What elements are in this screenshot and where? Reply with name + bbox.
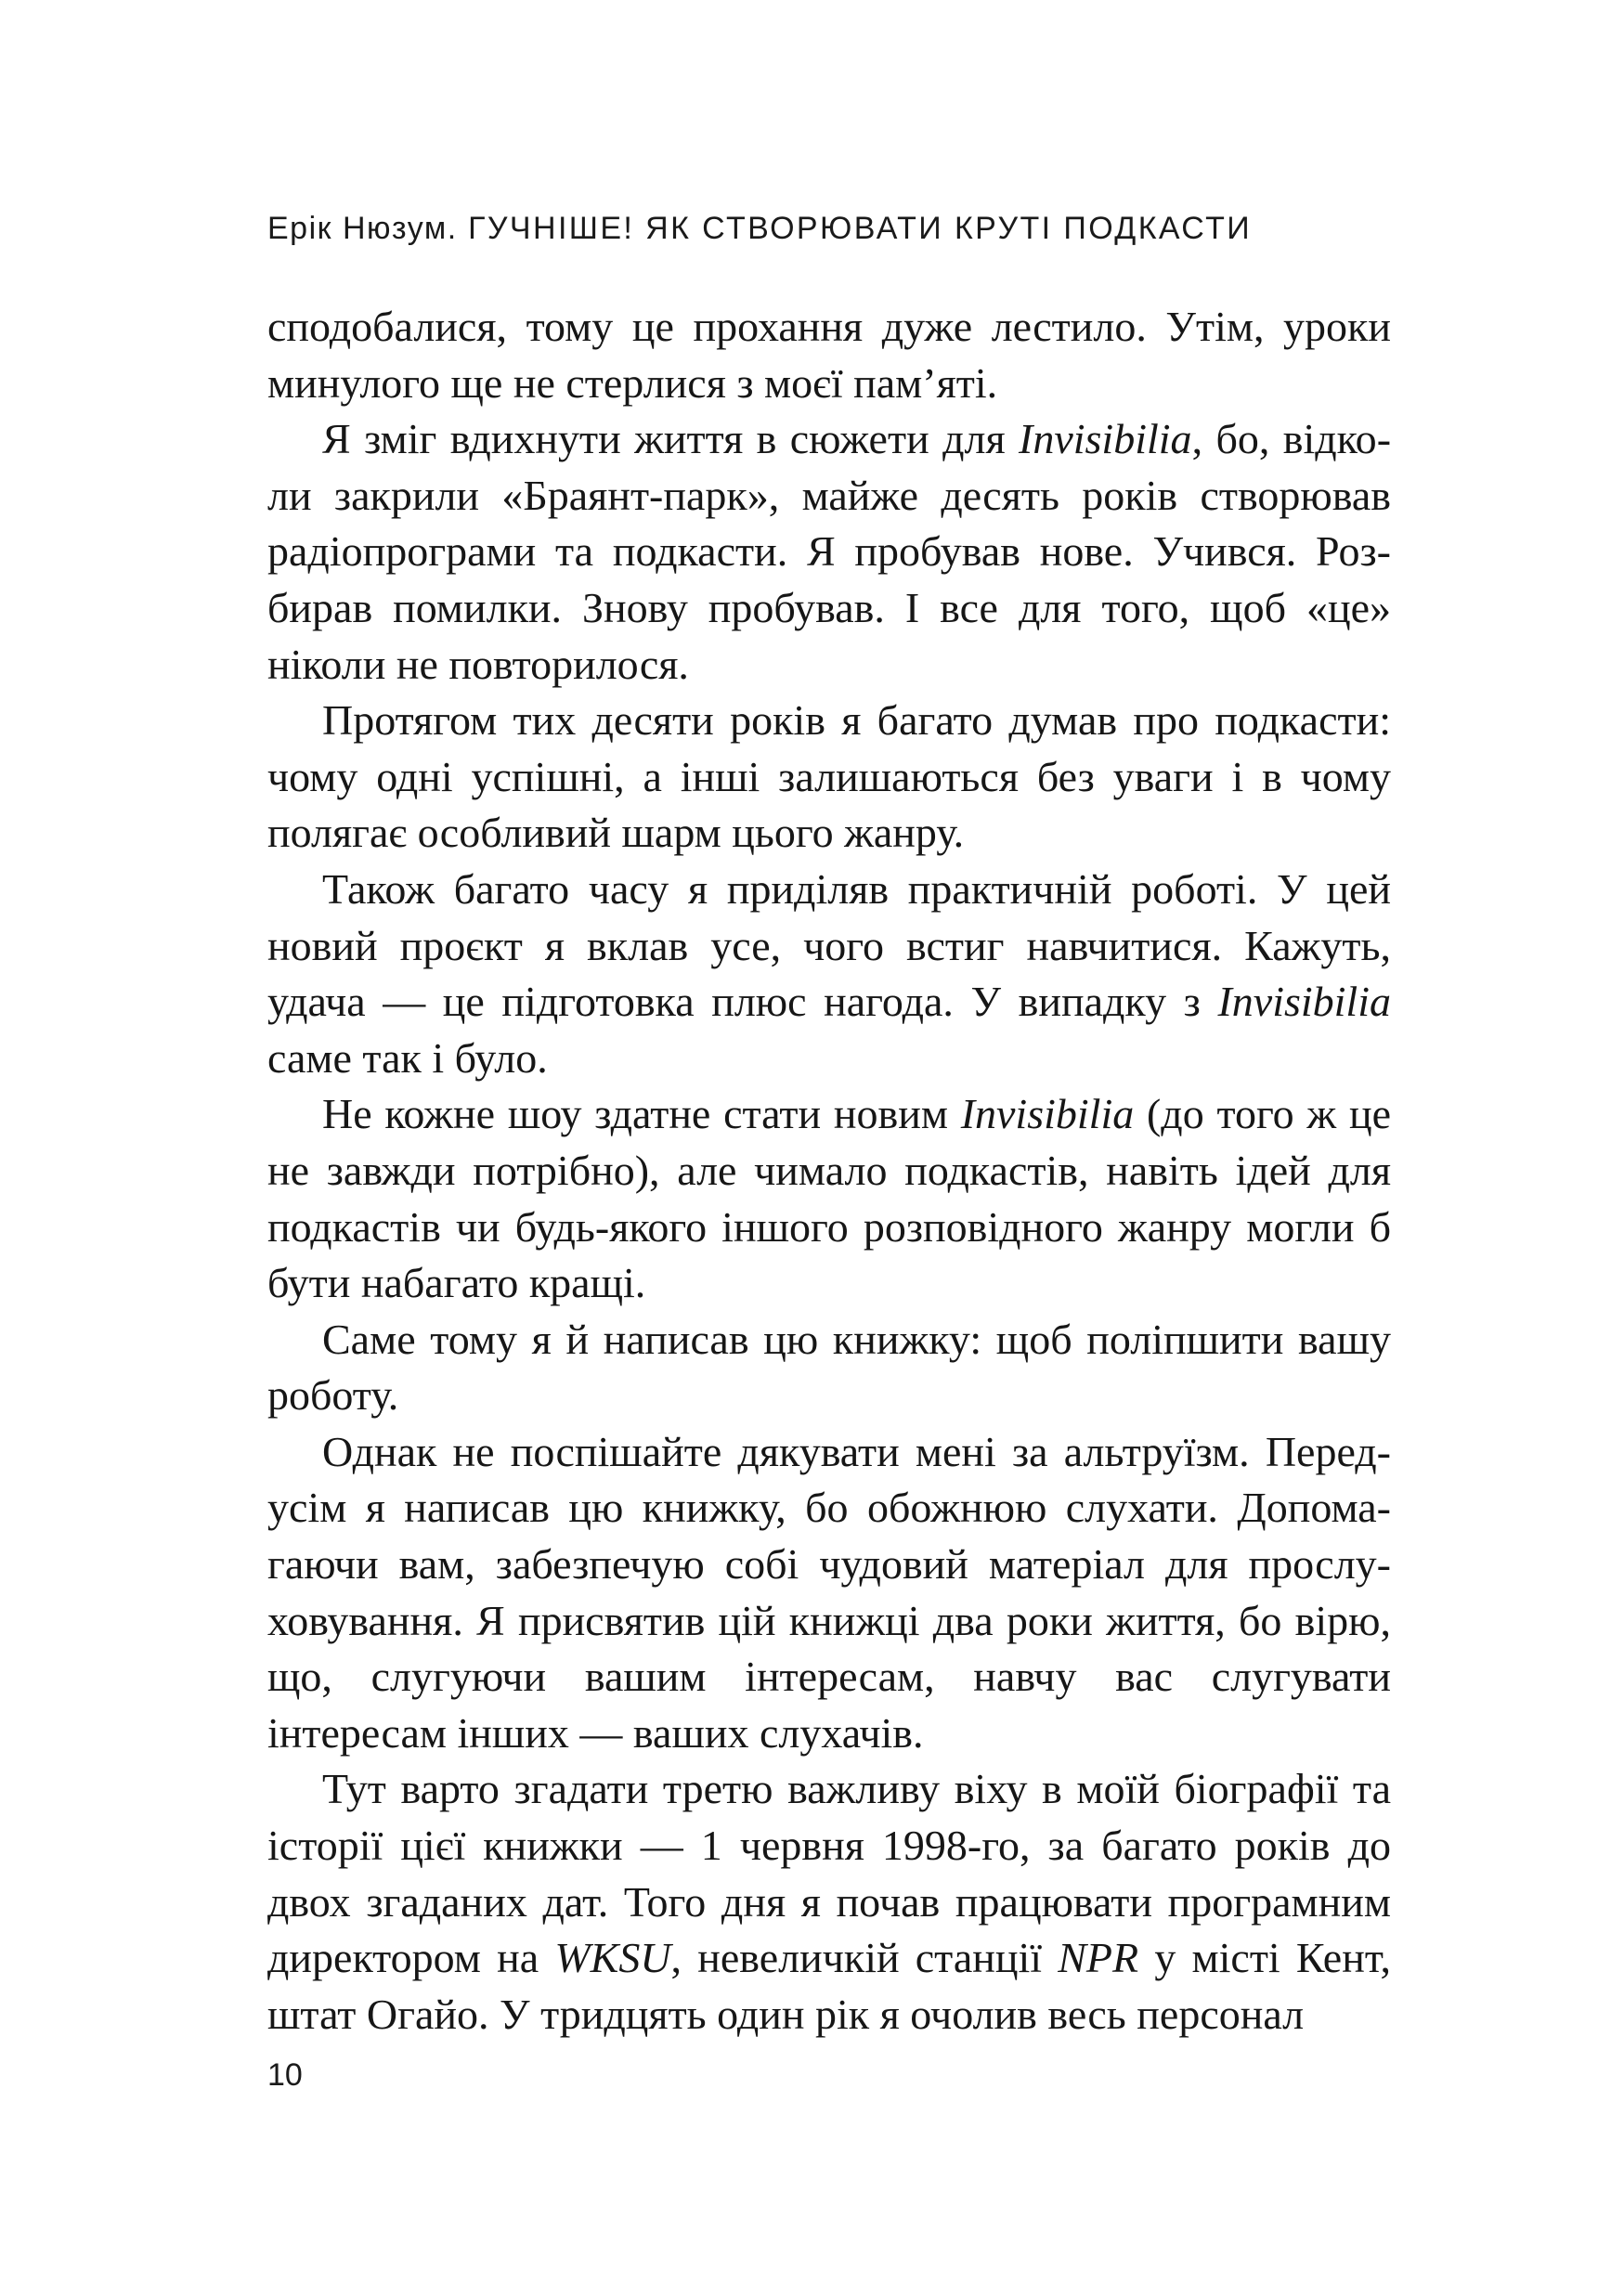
paragraph: Тут варто згадати третю важливу віху в моїй біографії та історії цієї книжки — 1 червня 1998-го, за багато років до двох згаданих дат. Того дня я почав працювати програмним директором на WKSU, невеличкій станції NPR у місті Кент, штат Огайо. У тридцять один рік я очолив весь персонал [267,1765,1391,2038]
page-number: 10 [267,2057,303,2093]
paragraph: Не кожне шоу здатне стати новим Invisibilia (до того ж це не завжди потрібно), але чимало подкастів, навіть ідей для подкастів чи будь-якого іншого розповідного жанру могли б бути набагато кращі. [267,1090,1391,1307]
body-text [267,299,1391,2043]
paragraph: Однак не поспішайте дякувати мені за альтруїзм. Передусім я написав цю книжку, бо обожнюю слухати. Допомагаючи вам, забезпечую собі чудовий матеріал для прослуховування. Я присвятив цій книжці два роки життя, бо вірю, що, слугуючи вашим інтересам, навчу вас слугувати інтересам інших — ваших слухачів. [267,1427,1391,1757]
paragraph: Протягом тих десяти років я багато думав про подкасти: чому одні успішні, а інші залишаються без уваги і в чому полягає особливий шарм цього жанру. [267,696,1391,857]
header-author: Ерік Нюзум. [267,211,458,246]
running-header [267,210,1400,247]
paragraph: Також багато часу я приділяв практичній роботі. У цей новий проєкт я вклав усе, чого встиг навчитися. Кажуть, удача — це підготовка плюс нагода. У випадку з Invisibilia саме так і було. [267,864,1391,1082]
paragraph: Саме тому я й написав цю книжку: щоб поліпшити вашу роботу. [267,1315,1391,1420]
header-book-title: ГУЧНІШЕ! ЯК СТВОРЮВАТИ КРУТІ ПОДКАСТИ [468,211,1253,246]
paragraph: сподобалися, тому це прохання дуже лестило. Утім, уроки минулого ще не стерлися з моєї пам’яті. [267,303,1391,407]
paragraph: Я зміг вдихнути життя в сюжети для Invisibilia, бо, відколи закрили «Браянт-парк», майже десять років створював радіопрограми та подкасти. Я пробував нове. Учився. Розбирав помилки. Знову пробував. І все для того, щоб «це» ніколи не повторилося. [267,415,1392,688]
